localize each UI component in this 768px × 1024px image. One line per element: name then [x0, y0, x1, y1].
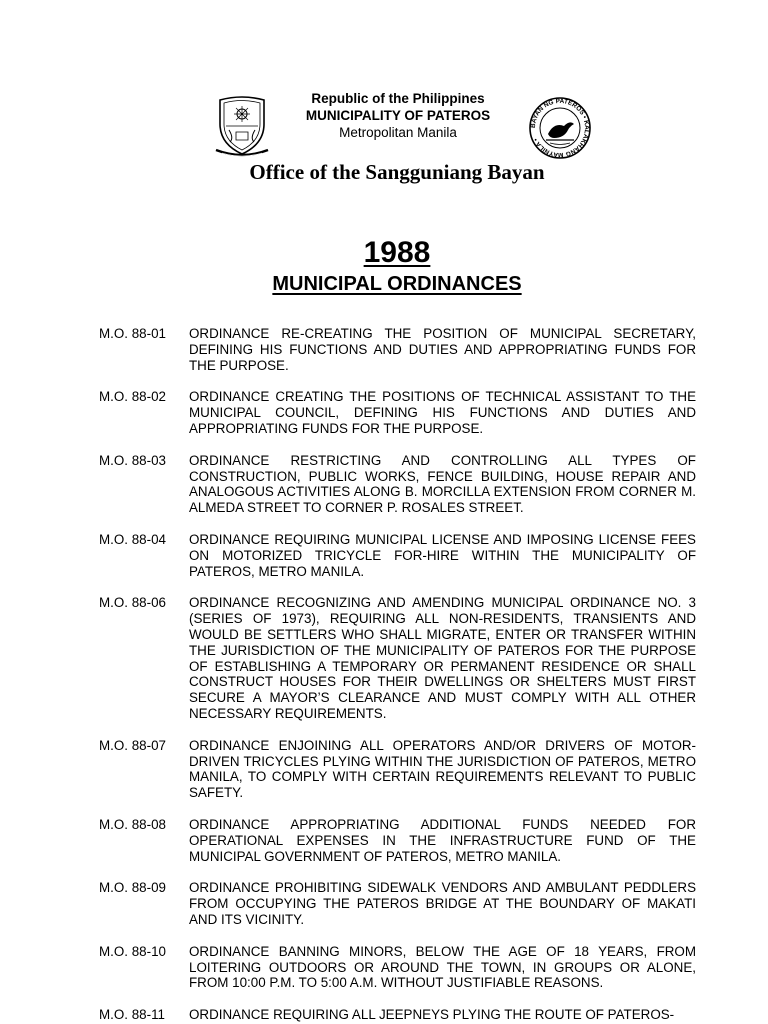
office-title: Office of the Sangguniang Bayan: [249, 160, 545, 184]
bayan-ng-pateros-seal-icon: [528, 96, 592, 160]
ordinance-item: [99, 944, 699, 991]
ordinance-description: ORDINANCE REQUIRING ALL JEEPNEYS PLYING THE ROUTE OF PATEROS-: [189, 1007, 675, 1023]
ordinance-item: [99, 389, 699, 436]
ordinance-item: [99, 817, 699, 864]
ordinance-description: ORDINANCE APPROPRIATING ADDITIONAL FUNDS NEEDED FOR OPERATIONAL EXPENSES IN THE INFRASTRUCTURE FUND OF THE MUNICIPAL GOVERNMENT OF PATEROS, METRO MANILA.: [189, 816, 696, 864]
ordinance-number: M.O. 88-11: [99, 1007, 165, 1023]
ordinance-description: ORDINANCE RESTRICTING AND CONTROLLING ALL TYPES OF CONSTRUCTION, PUBLIC WORKS, FENCE BUILDING, HOUSE REPAIR AND ANALOGOUS ACTIVITIES ALONG B. MORCILLA EXTENSION FROM CORNER M. ALMEDA STREET TO CORNER P. ROSALES STREET.: [189, 452, 696, 516]
ordinance-description: ORDINANCE PROHIBITING SIDEWALK VENDORS AND AMBULANT PEDDLERS FROM OCCUPYING THE PATEROS BRIDGE AT THE BOUNDARY OF MAKATI AND ITS VICINITY.: [189, 880, 696, 927]
ordinance-item: [99, 453, 699, 516]
ordinance-number: M.O. 88-10: [99, 943, 166, 959]
ordinance-item: [99, 595, 699, 721]
document-title-text: MUNICIPAL ORDINANCES: [272, 273, 522, 295]
ordinance-number: M.O. 88-02: [99, 389, 166, 405]
year-heading: [0, 234, 768, 272]
republic-line: Republic of the Philippines: [311, 91, 485, 106]
year-text: 1988: [363, 236, 431, 269]
region-line: Metropolitan Manila: [339, 125, 457, 140]
ordinance-item: [99, 738, 699, 801]
ordinance-number: M.O. 88-07: [99, 737, 166, 753]
ordinance-description: ORDINANCE ENJOINING ALL OPERATORS AND/OR DRIVERS OF MOTOR-DRIVEN TRICYCLES PLYING WITHIN THE JURISDICTION OF PATEROS, METRO MANILA, TO COMPLY WITH CERTAIN REQUIREMENTS RELEVANT TO PUBLIC SAFETY.: [189, 737, 696, 801]
ordinance-number: M.O. 88-06: [99, 595, 166, 611]
ordinance-list: [99, 326, 699, 1024]
ordinance-number: M.O. 88-04: [99, 531, 166, 547]
document-title: [0, 271, 768, 297]
ordinance-number: M.O. 88-01: [99, 326, 166, 341]
ordinance-description: ORDINANCE BANNING MINORS, BELOW THE AGE OF 18 YEARS, FROM LOITERING OUTDOORS OR AROUND THE TOWN, IN GROUPS OR ALONE, FROM 10:00 P.M. TO 5:00 A.M. WITHOUT JUSTIFIABLE REASONS.: [189, 943, 696, 991]
ordinance-item: [99, 532, 699, 579]
ordinance-description: ORDINANCE CREATING THE POSITIONS OF TECHNICAL ASSISTANT TO THE MUNICIPAL COUNCIL, DEFINING HIS FUNCTIONS AND DUTIES AND APPROPRIATING FUNDS FOR THE PURPOSE.: [189, 389, 696, 436]
seal-ring-text: BAYAN NG PATEROS • KALAKHANG MAYNILA •: [529, 97, 591, 159]
ordinance-item: [99, 880, 699, 927]
ordinance-description: ORDINANCE RECOGNIZING AND AMENDING MUNICIPAL ORDINANCE NO. 3 (SERIES OF 1973), REQUIRING ALL NON-RESIDENTS, TRANSIENTS AND WOULD BE SETTLERS WHO SHALL MIGRATE, ENTER OR TRANSFER WITHIN THE JURISDICTION OF THE MUNICIPALITY OF PATEROS FOR THE PURPOSE OF ESTABLISHING A TEMPORARY OR PERMANENT RESIDENCE OR SHALL CONSTRUCT HOUSES FOR THEIR DWELLINGS OR SHELTERS MUST FIRST SECURE A MAYOR’S CLEARANCE AND MUST COMPLY WITH ALL OTHER NECESSARY REQUIREMENTS.: [189, 595, 696, 721]
letterhead-text: [280, 90, 516, 141]
municipality-line: MUNICIPALITY OF PATEROS: [305, 108, 491, 123]
letterhead: [0, 88, 768, 168]
ordinance-number: M.O. 88-09: [99, 880, 166, 896]
ordinance-number: M.O. 88-08: [99, 816, 166, 832]
ordinance-description: ORDINANCE RE-CREATING THE POSITION OF MUNICIPAL SECRETARY, DEFINING HIS FUNCTIONS AND DUTIES AND APPROPRIATING FUNDS FOR THE PURPOSE.: [189, 326, 696, 373]
ordinance-item: [99, 326, 699, 373]
ordinance-description: ORDINANCE REQUIRING MUNICIPAL LICENSE AND IMPOSING LICENSE FEES ON MOTORIZED TRICYCLE FOR-HIRE WITHIN THE MUNICIPALITY OF PATEROS, METRO MANILA.: [189, 531, 696, 579]
ordinance-item: [99, 1007, 699, 1023]
philippine-coat-of-arms-seal-icon: [212, 94, 272, 158]
ordinance-number: M.O. 88-03: [99, 452, 166, 468]
